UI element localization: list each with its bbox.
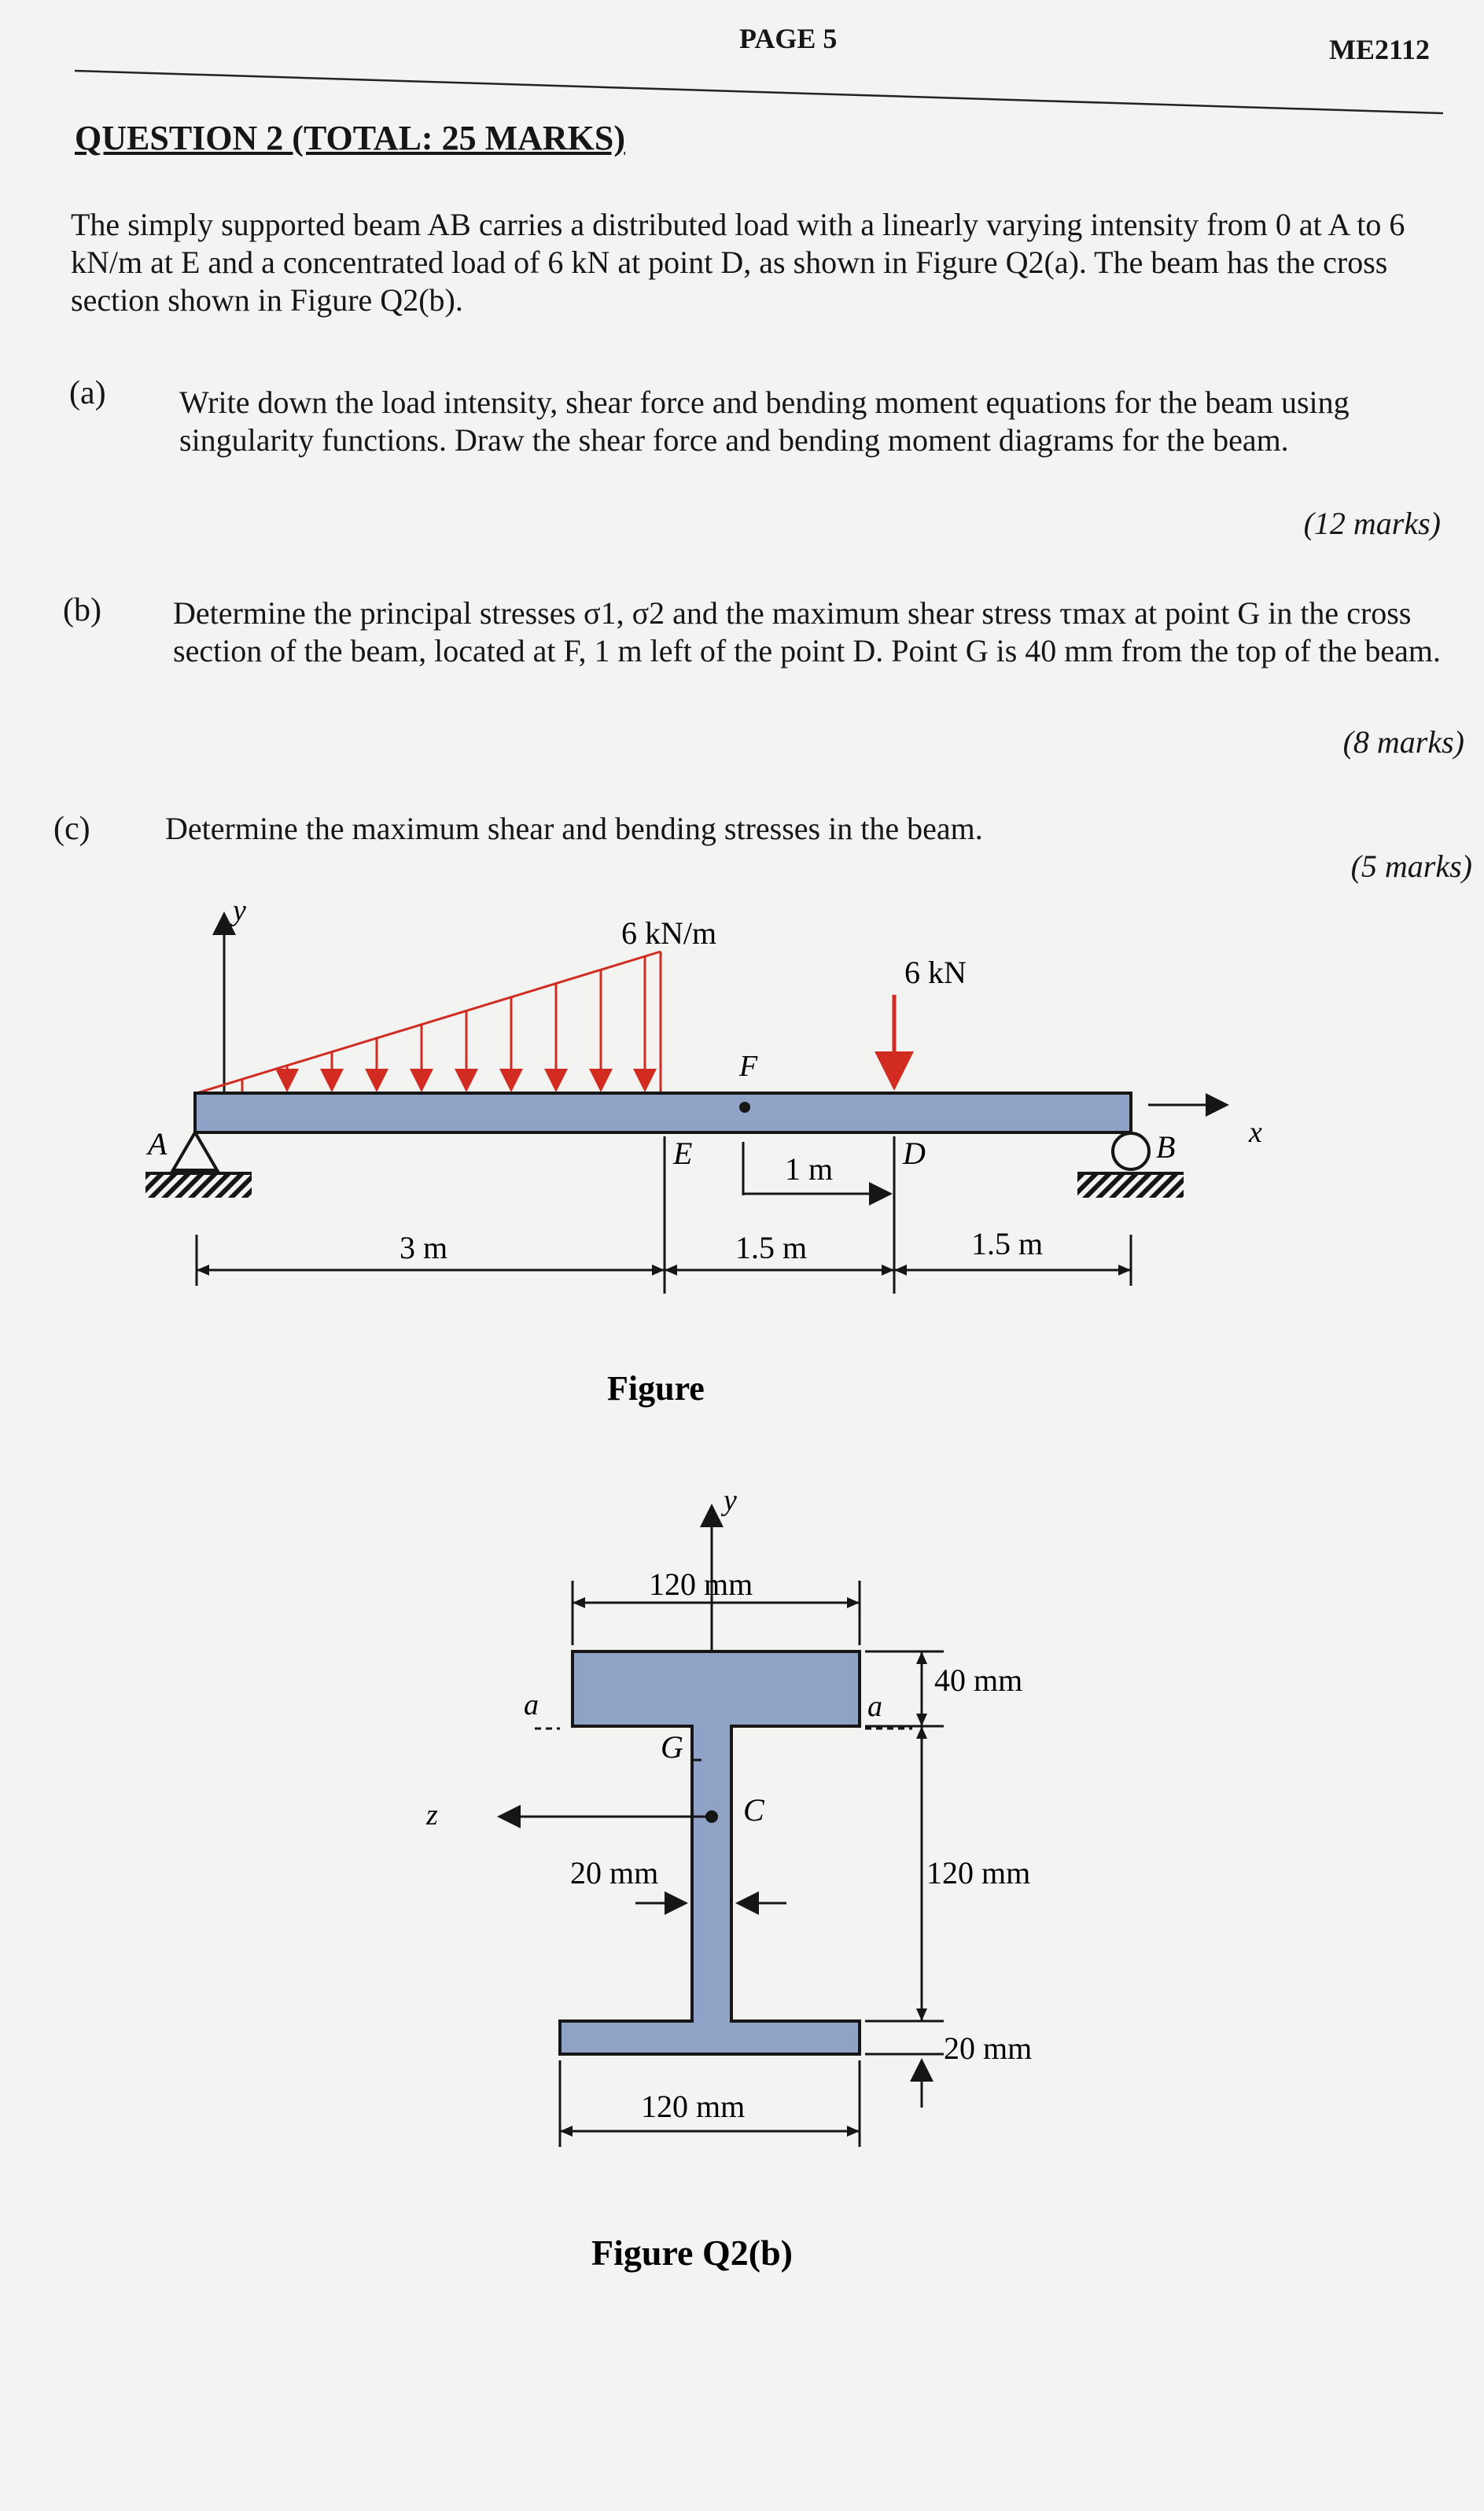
point-f-label: F xyxy=(739,1050,758,1083)
dim-ed-label: 1.5 m xyxy=(735,1230,808,1265)
dim-top-flange-label: 40 mm xyxy=(934,1662,1023,1698)
beam-y-axis xyxy=(224,894,246,1093)
header-rule xyxy=(75,69,1443,115)
question-title: QUESTION 2 (TOTAL: 25 MARKS) xyxy=(75,119,626,157)
figure-a-caption: Figure xyxy=(607,1369,705,1408)
dim-bottom-width-label: 120 mm xyxy=(641,2089,746,2124)
part-c-marks: (5 marks) xyxy=(1350,849,1472,884)
dim-web-height-label: 120 mm xyxy=(926,1855,1031,1891)
course-code: ME2112 xyxy=(1329,34,1431,65)
part-c-text: Determine the maximum shear and bending stresses in the beam. xyxy=(165,811,983,846)
figure-b-caption: Figure Q2(b) xyxy=(591,2233,793,2273)
part-a-text: Write down the load intensity, shear force and bending moment equations for the beam using singularity functions. Draw the shear force and bending moment diagrams for the beam. xyxy=(179,385,1350,458)
part-b-marks: (8 marks) xyxy=(1342,724,1464,760)
part-b-label: (b) xyxy=(63,592,101,628)
part-b-text: Determine the principal stresses σ1, σ2 and the maximum shear stress τmax at point G in the cross section of the beam, located at F, 1 m left of the point D. Point G is 40 mm from the top of the beam. xyxy=(173,595,1442,668)
load-intensity-label: 6 kN/m xyxy=(621,915,717,951)
part-a-label: (a) xyxy=(69,375,106,411)
dim-web-thickness-label: 20 mm xyxy=(570,1855,659,1891)
point-a-label: A xyxy=(148,1126,168,1162)
section-z-label: z xyxy=(426,1799,438,1832)
point-g-label: G xyxy=(661,1729,683,1765)
point-b-label: B xyxy=(1156,1129,1176,1165)
dim-top-width-label: 120 mm xyxy=(649,1567,753,1602)
section-left-label: a xyxy=(524,1688,539,1721)
dim-fd-label: 1 m xyxy=(785,1151,834,1187)
page-number: PAGE 5 xyxy=(739,23,838,54)
centroid-label: C xyxy=(743,1792,764,1828)
section-right-label: a xyxy=(867,1690,882,1723)
part-a-marks: (12 marks) xyxy=(1303,506,1441,541)
point-e-label: E xyxy=(673,1136,693,1171)
centroid-marker xyxy=(705,1810,718,1823)
beam-figure xyxy=(0,865,1484,1416)
beam xyxy=(195,1093,1131,1132)
section-y-label: y xyxy=(724,1484,737,1517)
dim-bottom-flange-label: 20 mm xyxy=(944,2031,1033,2066)
distributed-load xyxy=(197,952,661,1093)
beam-y-label: y xyxy=(233,894,246,927)
point-load-label: 6 kN xyxy=(904,955,967,990)
dim-db-label: 1.5 m xyxy=(971,1226,1044,1261)
question-intro: The simply supported beam AB carries a distributed load with a linearly varying intensity from 0 at A to 6 kN/m at E and a concentrated load of 6 kN at point D, as shown in Figure Q2(a). The beam has the cross section shown in Figure Q2(b). xyxy=(71,207,1405,318)
i-section xyxy=(560,1651,860,2054)
part-c-label: (c) xyxy=(53,811,90,847)
dim-ae-label: 3 m xyxy=(400,1230,448,1265)
point-d-label: D xyxy=(903,1136,926,1171)
point-f-marker xyxy=(739,1102,750,1113)
cross-section-figure xyxy=(0,1463,1484,2296)
beam-x-label: x xyxy=(1249,1116,1262,1149)
